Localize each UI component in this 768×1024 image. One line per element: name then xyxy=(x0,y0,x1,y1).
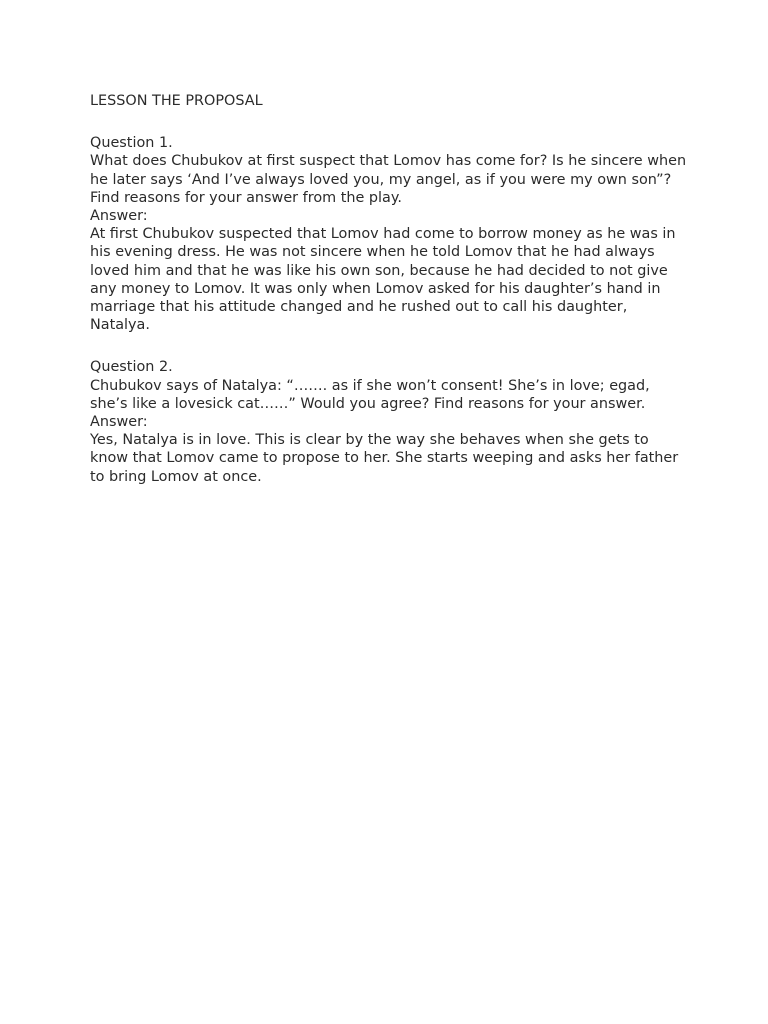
question-section-1 xyxy=(90,134,690,334)
question-text: Chubukov says of Natalya: “……. as if she won’t consent! She’s in love; egad, she’s like a lovesick cat……” Would you agree? Find reasons for your answer. xyxy=(90,377,650,412)
document-page xyxy=(90,92,690,510)
answer-text: At first Chubukov suspected that Lomov had come to borrow money as he was in his evening dress. He was not sincere when he told Lomov that he had always loved him and that he was like his own son, because he had decided to not give any money to Lomov. It was only when Lomov asked for his daughter’s hand in marriage that his attitude changed and he rushed out to call his daughter, Natalya. xyxy=(90,226,676,334)
question-label: Question 1. xyxy=(90,135,173,152)
answer-text: Yes, Natalya is in love. This is clear by the way she behaves when she gets to know that Lomov came to propose to her. She starts weeping and asks her father to bring Lomov at once. xyxy=(90,432,679,485)
question-text: What does Chubukov at first suspect that Lomov has come for? Is he sincere when he later says ‘And I’ve always loved you, my angel, as if you were my own son”? Find reasons for your answer from the play. xyxy=(90,153,687,206)
question-label: Question 2. xyxy=(90,359,173,376)
document-title: LESSON THE PROPOSAL xyxy=(90,93,263,109)
answer-label: Answer: xyxy=(90,208,148,225)
answer-label: Answer: xyxy=(90,414,148,431)
question-section-2 xyxy=(90,358,690,485)
